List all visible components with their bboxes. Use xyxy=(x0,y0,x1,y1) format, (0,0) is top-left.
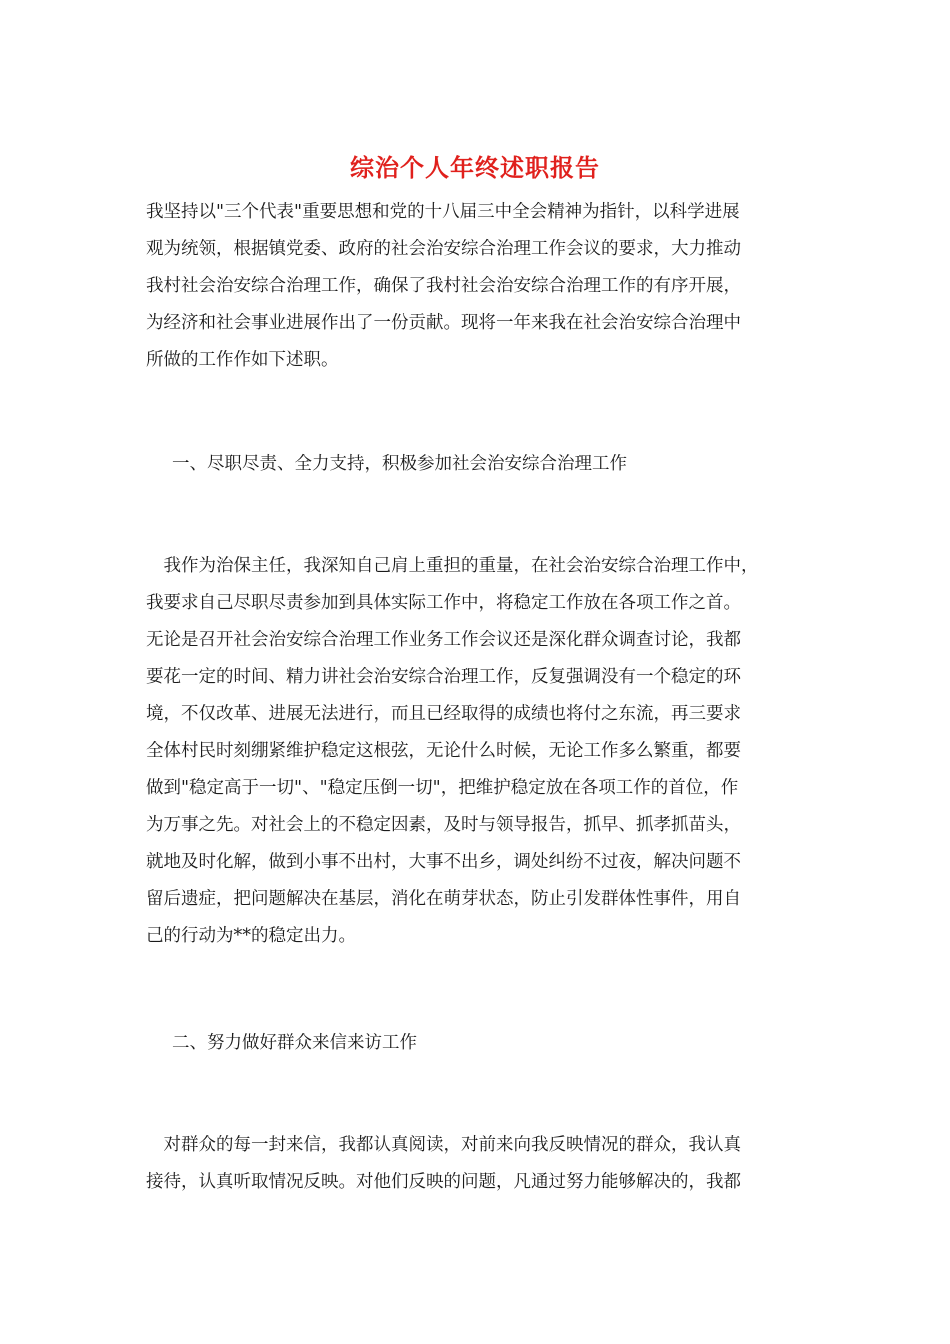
section-paragraph-1: 我作为治保主任，我深知自己肩上重担的重量，在社会治安综合治理工作中， 我要求自己尽职尽责参加到具体实际工作中，将稳定工作放在各项工作之首。 无论是召开社会治安综合治理工作业务工作会议还是深化群众调查讨论，我都 要花一定的时间、精力讲社会治安综合治理工作，反复强调没有一个稳定的环 境，不仅改革、进展无法进行，而且已经取得的成绩也将付之东流，再三要求 全体村民时刻绷紧维护稳定这根弦，无论什么时候，无论工作多么繁重，都要 做到"稳定高于一切"、"稳定压倒一切"，把维护稳定放在各项工作的首位，作 为万事之先。对社会上的不稳定因素，及时与领导报告，抓早、抓孝抓苗头， 就地及时化解，做到小事不出村，大事不出乡，调处纠纷不过夜，解决问题不 留后遗症，把问题解决在基层，消化在萌芽状态，防止引发群体性事件，用自 己的行动为**的稳定出力。 xyxy=(146,556,759,946)
document-title: 综治个人年终述职报告 xyxy=(350,153,600,182)
intro-paragraph: 我坚持以"三个代表"重要思想和党的十八届三中全会精神为指针，以科学进展 观为统领，根据镇党委、政府的社会治安综合治理工作会议的要求，大力推动 我村社会治安综合治理工作，确保了我村社会治安综合治理工作的有序开展， 为经济和社会事业进展作出了一份贡献。现将一年来我在社会治安综合治理中 所做的工作作如下述职。 xyxy=(146,202,741,370)
section-heading-1: 一、尽职尽责、全力支持，积极参加社会治安综合治理工作 xyxy=(172,454,627,474)
section-heading-2: 二、努力做好群众来信来访工作 xyxy=(172,1033,417,1053)
section-paragraph-2: 对群众的每一封来信，我都认真阅读，对前来向我反映情况的群众，我认真 接待，认真听取情况反映。对他们反映的问题，凡通过努力能够解决的，我都 xyxy=(146,1135,741,1192)
